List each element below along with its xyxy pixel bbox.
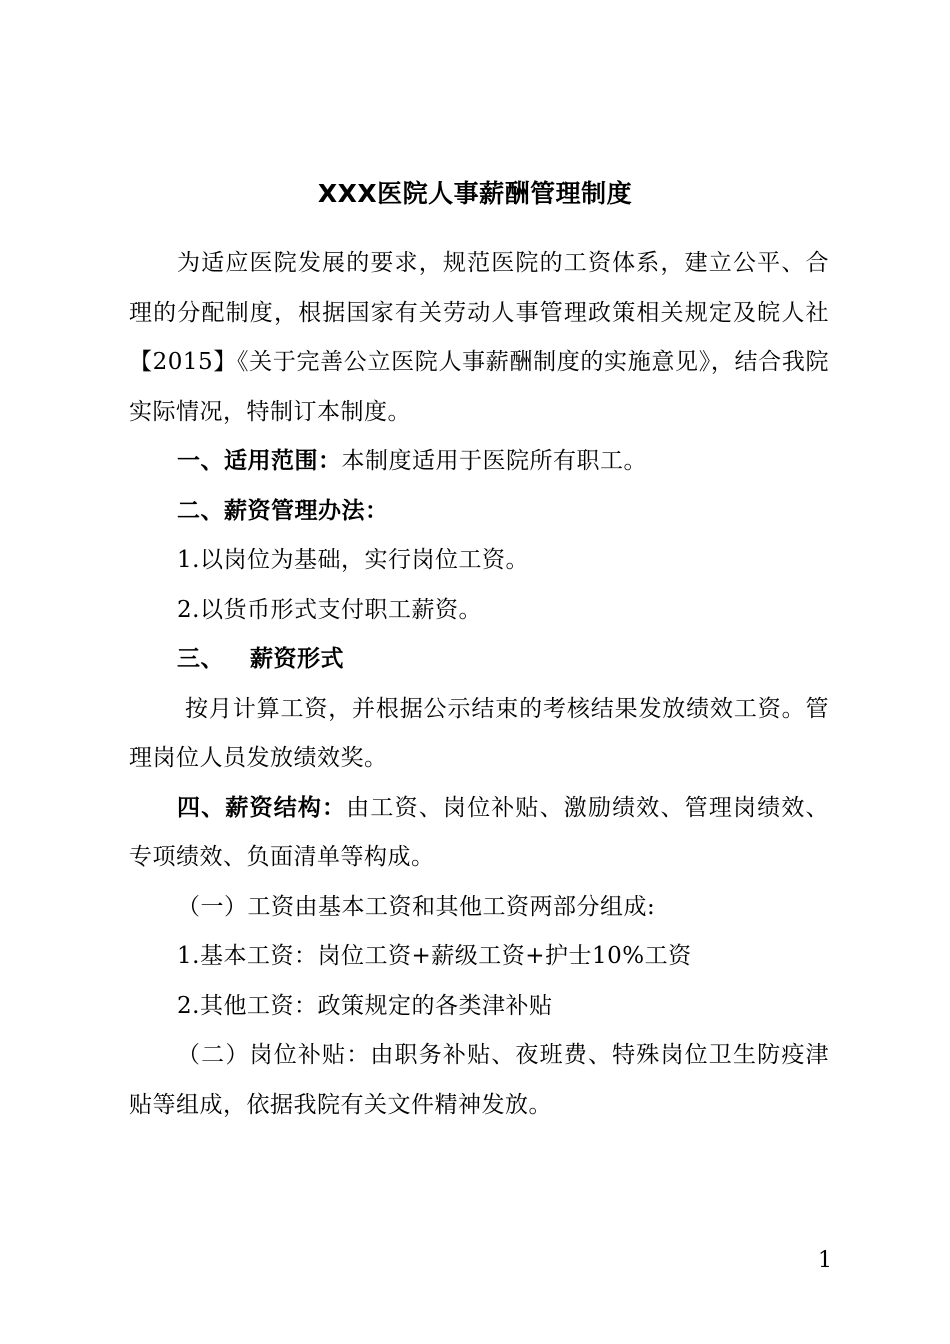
section-applicable-scope xyxy=(129,437,829,487)
intro-paragraph: 为适应医院发展的要求，规范医院的工资体系，建立公平、合理的分配制度，根据国家有关劳动人事管理政策相关规定及皖人社【2015】《关于完善公立医院人事薪酬制度的实施意见》，结合我院实际情况，特制订本制度。 xyxy=(129,250,829,425)
section-heading: 二、薪资管理办法： xyxy=(177,497,389,524)
section-heading: 薪资形式 xyxy=(250,646,344,672)
list-item: 2.其他工资：政策规定的各类津补贴 xyxy=(177,992,553,1019)
section-salary-structure xyxy=(129,784,829,883)
section-heading: 一、适用范围： xyxy=(177,448,342,474)
document-body xyxy=(129,239,829,1130)
list-item: 1.基本工资：岗位工资+薪级工资+护士10%工资 xyxy=(177,943,692,969)
salary-form-paragraph: 按月计算工资，并根据公示结束的考核结果发放绩效工资。管理岗位人员发放绩效奖。 xyxy=(129,695,829,771)
section-text: 由工资、岗位补贴、激励绩效、管理岗绩效、专项绩效、负面清单等构成。 xyxy=(129,794,830,870)
section-salary-management xyxy=(129,487,829,537)
page-number: 1 xyxy=(818,1248,832,1273)
section-heading-number: 三、 xyxy=(177,646,224,672)
section-salary-form xyxy=(129,635,829,685)
subsection-paragraph: （二）岗位补贴：由职务补贴、夜班费、特殊岗位卫生防疫津贴等组成，依据我院有关文件精神发放。 xyxy=(129,1042,829,1118)
document-title: XXX医院人事薪酬管理制度 xyxy=(317,179,633,208)
section-text: 本制度适用于医院所有职工。 xyxy=(341,448,647,474)
list-item: 1.以岗位为基础，实行岗位工资。 xyxy=(177,547,529,573)
section-heading: 四、薪资结构： xyxy=(177,794,347,821)
subsection-heading: （一）工资由基本工资和其他工资两部分组成: xyxy=(177,893,656,920)
list-item: 2.以货币形式支付职工薪资。 xyxy=(177,596,482,623)
